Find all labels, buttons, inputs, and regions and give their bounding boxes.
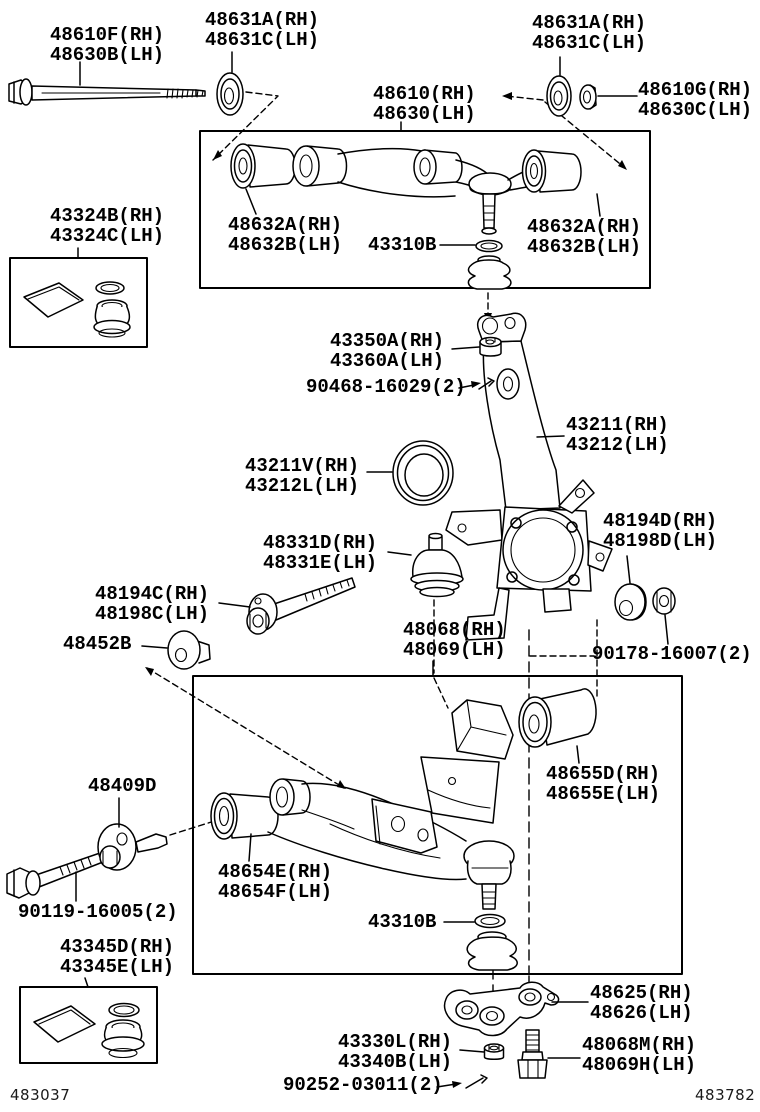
part-number: 90119-16005(2)	[18, 901, 178, 923]
part-number: 48069(LH)	[403, 639, 506, 661]
label-bushing-lower-rear	[546, 764, 660, 804]
figure-id-left: 483037	[10, 1086, 71, 1104]
part-number: 48198C(LH)	[95, 603, 210, 625]
knuckle-seal-drawing	[393, 441, 453, 505]
label-nut-lower-right	[592, 644, 752, 664]
bump-stop-drawing	[411, 534, 463, 597]
part-number: 48654F(LH)	[218, 881, 333, 903]
part-number: 43310B	[368, 234, 437, 256]
part-number: 48632A(RH)	[527, 216, 642, 238]
part-number: 43310B	[368, 911, 437, 933]
label-bolt-lower-arm	[18, 902, 178, 922]
label-boot-kit-lower	[60, 937, 174, 977]
label-cam-washer-right	[603, 511, 717, 551]
part-number: 48068M(RH)	[582, 1034, 697, 1056]
part-number: 43330L(RH)	[338, 1031, 453, 1053]
label-washer-upper-left	[205, 10, 319, 50]
part-number: 48610F(RH)	[50, 24, 165, 46]
cam-plate-drawing	[98, 824, 136, 870]
part-number: 43324C(LH)	[50, 225, 165, 247]
label-washer-upper-right	[532, 13, 646, 53]
figure-id-right: 483782	[695, 1086, 756, 1104]
knuckle-castle-nut-drawing	[480, 338, 501, 357]
part-number: 48630B(LH)	[50, 44, 165, 66]
cotter-pin-lower-drawing	[466, 1075, 487, 1088]
part-number: 43345D(RH)	[60, 936, 175, 958]
part-number: 48626(LH)	[590, 1002, 693, 1024]
part-number: 48625(RH)	[590, 982, 693, 1004]
part-number: 48631C(LH)	[532, 32, 647, 54]
part-number: 48632B(LH)	[527, 236, 642, 258]
upper-boot-kit-contents	[24, 282, 130, 337]
label-nut-upper-right	[638, 80, 752, 120]
part-number: 48194D(RH)	[603, 510, 718, 532]
label-knuckle-arm	[590, 983, 693, 1023]
label-ring-upper	[368, 235, 436, 255]
label-bump-stop	[263, 533, 377, 573]
label-cotter-pin-lower	[283, 1075, 443, 1095]
label-bushing-upper-right	[527, 217, 641, 257]
label-upper-control-arm	[373, 84, 476, 124]
part-number: 48654E(RH)	[218, 861, 333, 883]
label-cam-washer-left	[63, 634, 131, 654]
part-number: 48631A(RH)	[532, 12, 647, 34]
lower-arm-bolt-drawing	[7, 834, 167, 898]
nut-lower-right-drawing	[653, 588, 675, 614]
part-number: 48069H(LH)	[582, 1054, 697, 1076]
label-ring-lower	[368, 912, 436, 932]
castle-nut-lower-drawing	[485, 1044, 504, 1059]
part-number: 48630C(LH)	[638, 99, 753, 121]
label-bolt-upper-arm	[50, 25, 164, 65]
part-number: 43340B(LH)	[338, 1051, 453, 1073]
part-number: 48655E(LH)	[546, 783, 661, 805]
steering-knuckle-drawing	[446, 313, 612, 640]
part-number: 48331E(LH)	[263, 552, 378, 574]
part-number: 48630(LH)	[373, 103, 476, 125]
part-number: 90252-03011(2)	[283, 1074, 443, 1096]
part-number: 43350A(RH)	[330, 330, 445, 352]
label-bolt-knuckle-arm	[582, 1035, 696, 1075]
part-number: 43212(LH)	[566, 434, 669, 456]
cam-washer-left-drawing	[168, 631, 210, 669]
part-number: 48194C(RH)	[95, 583, 210, 605]
part-number: 48632A(RH)	[228, 214, 343, 236]
part-number: 43211V(RH)	[245, 455, 360, 477]
part-number: 48409D	[88, 775, 157, 797]
part-number: 48068(RH)	[403, 619, 506, 641]
label-castle-nut	[330, 331, 444, 371]
nut-drawing-top-right	[580, 85, 596, 109]
label-lower-control-arm	[403, 620, 506, 660]
label-bushing-upper-left	[228, 215, 342, 255]
knuckle-arm-drawing	[445, 982, 559, 1035]
part-number: 43212L(LH)	[245, 475, 360, 497]
part-number: 43211(RH)	[566, 414, 669, 436]
part-number: 48198D(LH)	[603, 530, 718, 552]
cam-bolt-left-drawing	[247, 578, 355, 634]
part-number: 90178-16007(2)	[592, 643, 752, 665]
label-cam-plate	[88, 776, 156, 796]
label-cam-bolt-left	[95, 584, 209, 624]
washer-drawing-top-left	[217, 73, 243, 115]
lower-boot-kit-contents	[34, 1004, 144, 1058]
part-number: 48631C(LH)	[205, 29, 320, 51]
part-number: 48631A(RH)	[205, 9, 320, 31]
label-cotter-pin-upper	[306, 377, 466, 397]
part-number: 43345E(LH)	[60, 956, 175, 978]
part-number: 48610(RH)	[373, 83, 476, 105]
label-bushing-lower-front	[218, 862, 332, 902]
part-number: 48610G(RH)	[638, 79, 753, 101]
washer-drawing-top-right	[547, 76, 571, 116]
part-number: 43360A(LH)	[330, 350, 445, 372]
upper-arm-bolt-drawing	[9, 79, 205, 105]
label-knuckle-seal	[245, 456, 359, 496]
label-boot-kit-upper	[50, 206, 164, 246]
part-number: 48452B	[63, 633, 132, 655]
part-number: 48655D(RH)	[546, 763, 661, 785]
knuckle-arm-bolt-drawing	[518, 1030, 547, 1078]
part-number: 90468-16029(2)	[306, 376, 466, 398]
part-number: 48632B(LH)	[228, 234, 343, 256]
part-number: 48331D(RH)	[263, 532, 378, 554]
label-steering-knuckle	[566, 415, 669, 455]
part-number: 43324B(RH)	[50, 205, 165, 227]
cam-washer-right-drawing	[615, 584, 646, 620]
label-castle-nut-lower	[338, 1032, 452, 1072]
